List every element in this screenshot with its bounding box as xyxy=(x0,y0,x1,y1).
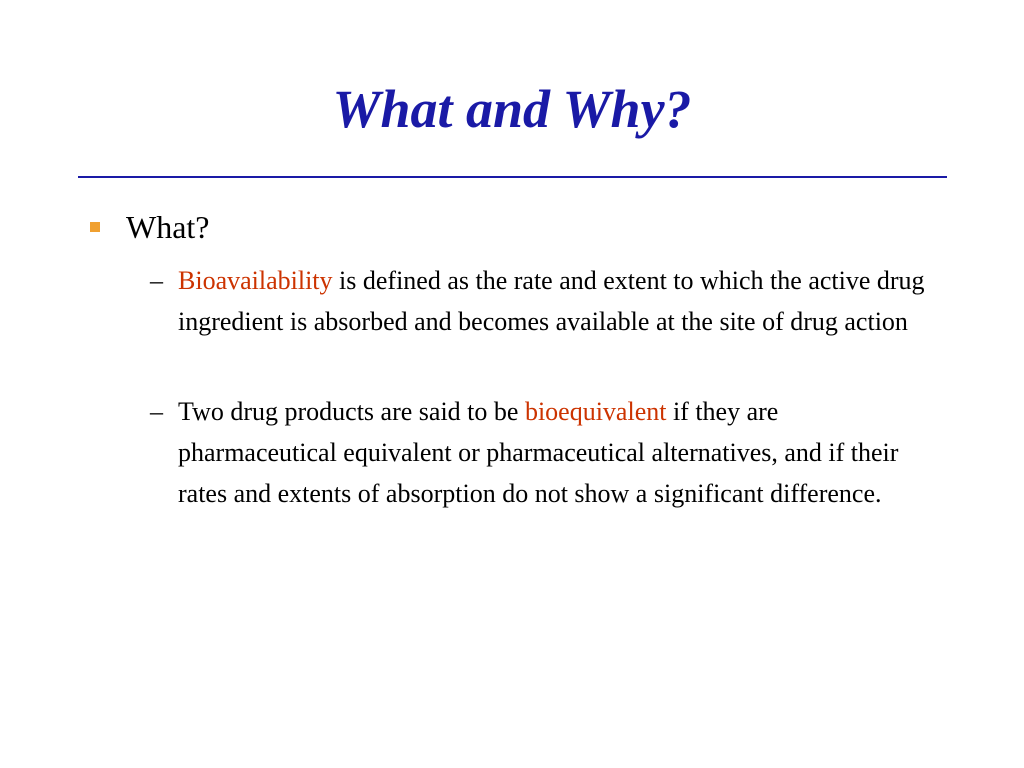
dash-icon: – xyxy=(150,397,163,426)
text-before: Two drug products are said to be xyxy=(178,397,525,426)
sub-bullet-bioequivalent xyxy=(150,391,950,514)
sub-bullet-text xyxy=(178,260,938,342)
bullet-label: What? xyxy=(126,209,210,245)
term-bioavailability: Bioavailability xyxy=(178,266,333,295)
bullet-what xyxy=(90,207,210,247)
sub-bullet-text xyxy=(178,391,938,514)
definition-text: is defined as the rate and extent to which the active drug ingredient is absorbed and becomes available at the site of drug action xyxy=(178,266,925,336)
text-after: if they are pharmaceutical equivalent or pharmaceutical alternatives, and if their rates and extents of absorption do not show a significant difference. xyxy=(178,397,899,508)
title-divider xyxy=(78,176,947,178)
sub-bullet-bioavailability xyxy=(150,260,950,342)
slide-title: What and Why? xyxy=(332,79,692,139)
term-bioequivalent: bioequivalent xyxy=(524,397,667,426)
dash-icon: – xyxy=(150,266,163,295)
square-bullet-icon xyxy=(90,222,100,232)
